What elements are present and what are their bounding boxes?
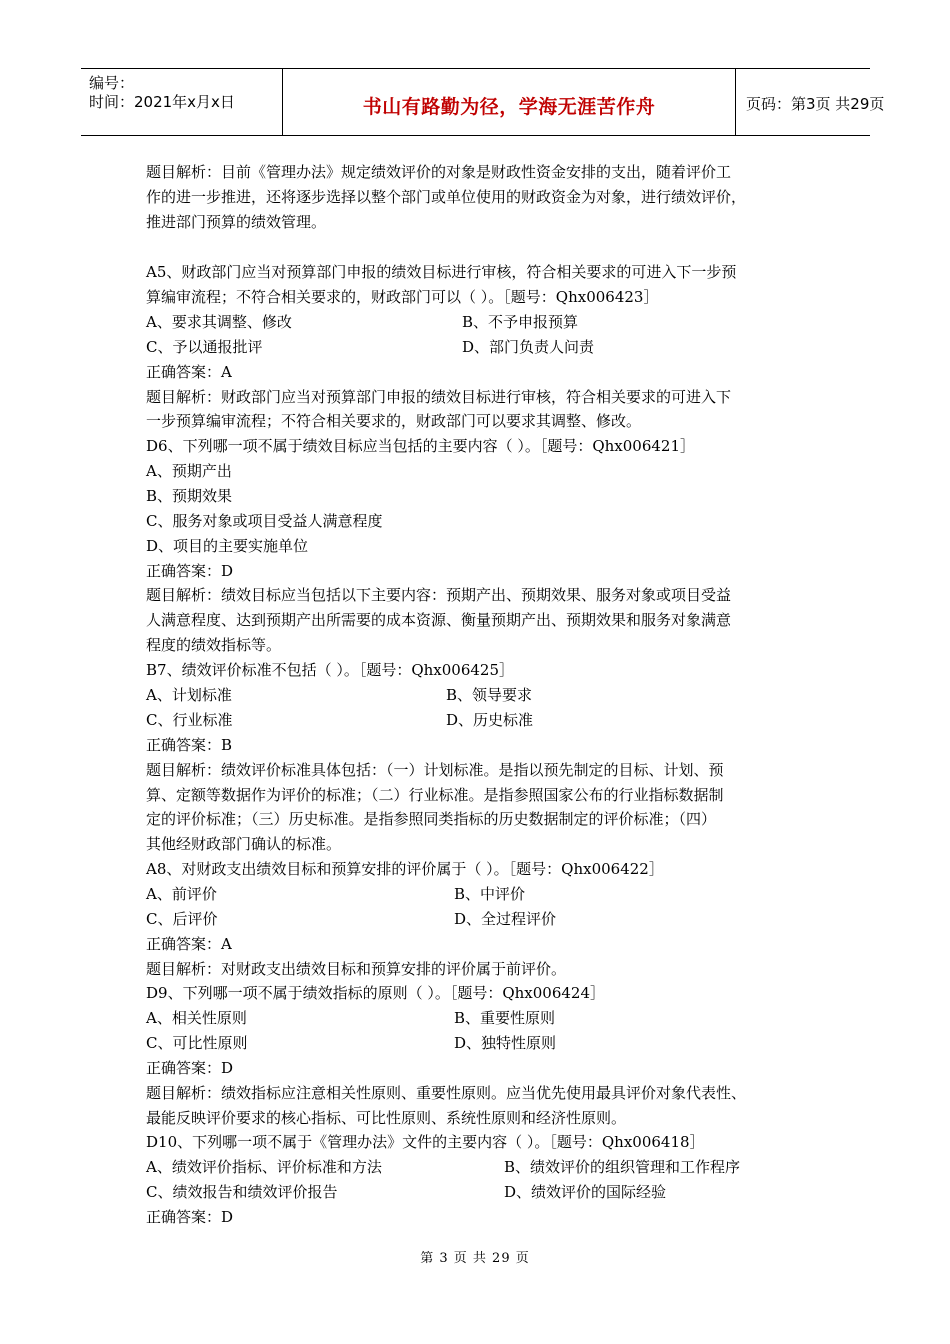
correct-answer: 正确答案：D [146, 561, 234, 580]
analysis-line: 最能反映评价要求的核心指标、可比性原则、系统性原则和经济性原则。 [146, 1108, 627, 1127]
page-footer: 第 3 页 共 29 页 [420, 1251, 530, 1266]
analysis-line: 一步预算编审流程；不符合相关要求的，财政部门可以要求其调整、修改。 [146, 412, 642, 431]
option-right: B、重要性原则 [454, 1008, 556, 1027]
number-label: 编号： [89, 74, 135, 92]
correct-answer: 正确答案：B [146, 735, 233, 754]
page-header [81, 68, 885, 136]
option-right: D、独特性原则 [454, 1033, 557, 1052]
date-label: 时间：2021年x月x日 [89, 93, 235, 111]
option-right: B、不予申报预算 [462, 312, 579, 331]
analysis-line: 推进部门预算的绩效管理。 [146, 212, 327, 231]
page-info: 页码：第3页 共29页 [746, 95, 885, 113]
analysis-line: 人满意程度、达到预期产出所需要的成本资源、衡量预期产出、预期效果和服务对象满意 [146, 611, 732, 630]
header-motto-cell [282, 69, 736, 135]
analysis-line: 作的进一步推进，还将逐步选择以整个部门或单位使用的财政资金为对象，进行绩效评价， [146, 187, 747, 206]
analysis-line: 题目解析：财政部门应当对预算部门申报的绩效目标进行审核，符合相关要求的可进入下 [146, 387, 732, 406]
question-stem-line: A5、财政部门应当对预算部门申报的绩效目标进行审核，符合相关要求的可进入下一步预 [146, 263, 737, 281]
option-left: A、相关性原则 [146, 1008, 247, 1027]
option-right: D、全过程评价 [454, 909, 557, 928]
question-stem-line: D9、下列哪一项不属于绩效指标的原则（ ）。［题号：Qhx006424］ [146, 984, 606, 1002]
option-left: C、予以通报批评 [146, 337, 263, 356]
option-right: B、领导要求 [446, 685, 533, 704]
option-right: D、绩效评价的国际经验 [504, 1182, 667, 1201]
option: B、预期效果 [146, 486, 233, 505]
option-left: A、要求其调整、修改 [146, 312, 292, 331]
option-right: B、绩效评价的组织管理和工作程序 [504, 1157, 741, 1176]
correct-answer: 正确答案：D [146, 1058, 234, 1077]
option: A、预期产出 [146, 461, 232, 480]
option-left: A、前评价 [146, 884, 217, 903]
correct-answer: 正确答案：A [146, 934, 232, 953]
question-stem-line: A8、对财政支出绩效目标和预算安排的评价属于（ ）。［题号：Qhx006422］ [146, 860, 664, 878]
option-left: A、计划标准 [146, 685, 232, 704]
option-right: D、历史标准 [446, 710, 534, 729]
question-stem-line: 算编审流程；不符合相关要求的，财政部门可以（ ）。［题号：Qhx006423］ [146, 287, 659, 306]
option-left: C、行业标准 [146, 710, 233, 729]
motto: 书山有路勤为径，学海无涯苦作舟 [362, 96, 656, 118]
option: D、项目的主要实施单位 [146, 536, 309, 555]
correct-answer: 正确答案：A [146, 362, 232, 381]
analysis-line: 程度的绩效指标等。 [146, 636, 282, 655]
option-right: D、部门负责人问责 [462, 337, 595, 356]
analysis-line: 定的评价标准；（三）历史标准。是指参照同类指标的历史数据制定的评价标准；（四） [146, 810, 717, 829]
question-stem-line: B7、绩效评价标准不包括（ ）。［题号：Qhx006425］ [146, 661, 515, 679]
option-left: C、后评价 [146, 909, 218, 928]
analysis-line: 其他经财政部门确认的标准。 [146, 835, 342, 854]
analysis-line: 题目解析：目前《管理办法》规定绩效评价的对象是财政性资金安排的支出，随着评价工 [146, 163, 732, 181]
option-left: C、可比性原则 [146, 1033, 248, 1052]
analysis-line: 题目解析：绩效指标应注意相关性原则、重要性原则。应当优先使用最具评价对象代表性、 [146, 1083, 747, 1102]
question-stem-line: D6、下列哪一项不属于绩效目标应当包括的主要内容（ ）。［题号：Qhx006421］ [146, 437, 696, 455]
correct-answer: 正确答案：D [146, 1207, 234, 1226]
question-stem-line: D10、下列哪一项不属于《管理办法》文件的主要内容（ ）。［题号：Qhx006418］ [146, 1133, 705, 1151]
analysis-line: 算、定额等数据作为评价的标准；（二）行业标准。是指参照国家公布的行业指标数据制 [146, 785, 724, 804]
header-page-cell [736, 69, 885, 135]
analysis-line: 题目解析：绩效评价标准具体包括：（一）计划标准。是指以预先制定的目标、计划、预 [146, 760, 724, 779]
option-left: A、绩效评价指标、评价标准和方法 [146, 1157, 382, 1176]
option-right: B、中评价 [454, 884, 526, 903]
analysis-line: 题目解析：对财政支出绩效目标和预算安排的评价属于前评价。 [146, 959, 567, 978]
header-meta [81, 69, 282, 135]
option-left: C、绩效报告和绩效评价报告 [146, 1182, 338, 1201]
analysis-line: 题目解析：绩效目标应当包括以下主要内容：预期产出、预期效果、服务对象或项目受益 [146, 586, 732, 605]
option: C、服务对象或项目受益人满意程度 [146, 511, 383, 530]
